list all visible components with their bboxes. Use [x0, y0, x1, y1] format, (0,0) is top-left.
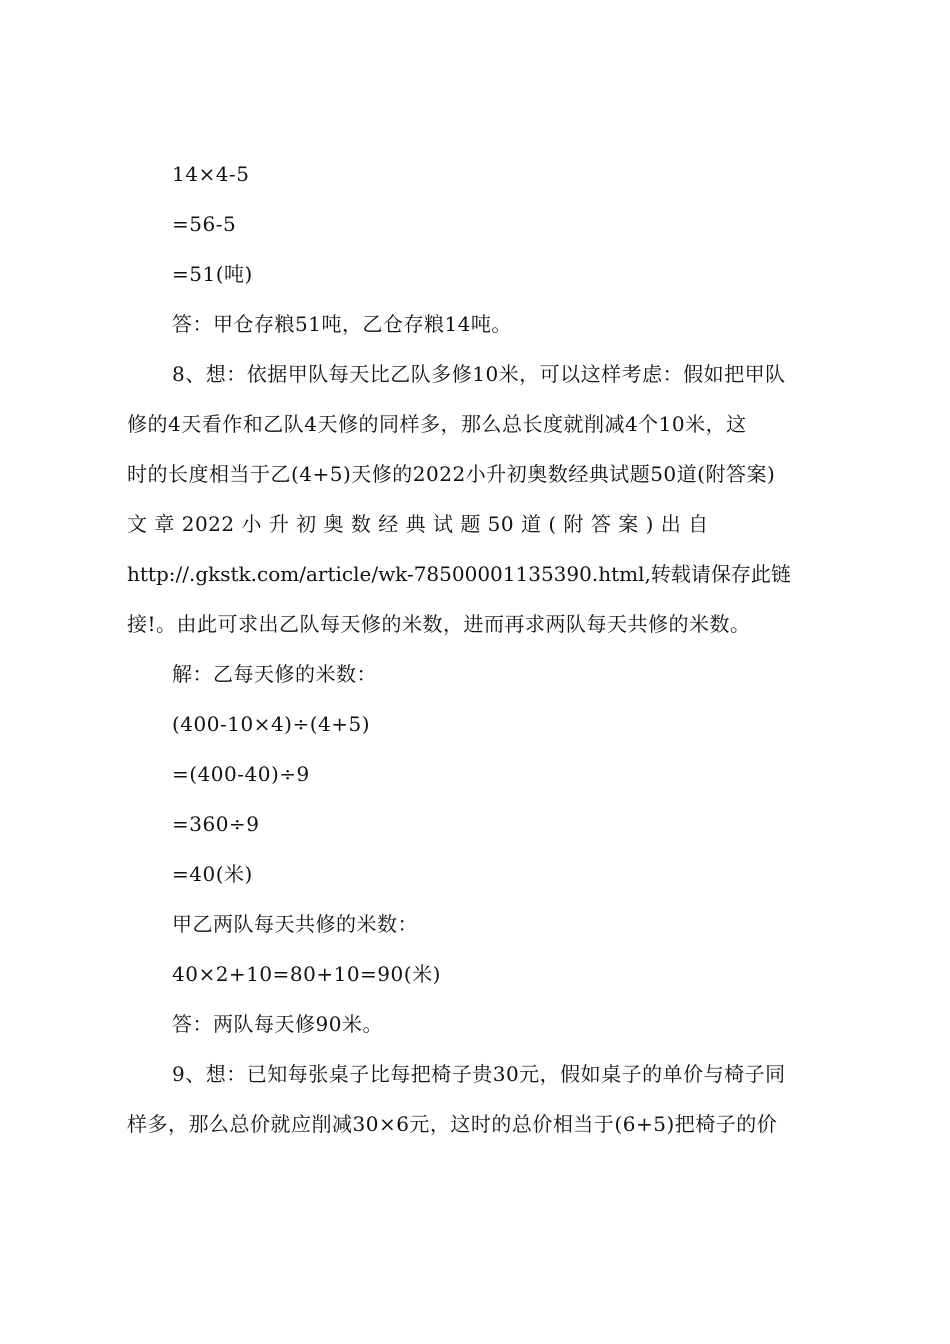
- problem-9-thought-line-2: 样多，那么总价就应削减30×6元，这时的总价相当于(6+5)把椅子的价: [127, 1112, 778, 1136]
- equation-line-3: =360÷9: [172, 812, 260, 836]
- source-notice-line: 文 章 2022 小 升 初 奥 数 经 典 试 题 50 道 ( 附 答 案 ) 出 自: [127, 512, 709, 536]
- problem-8-thought-line-1: 8、想：依据甲队每天比乙队多修10米，可以这样考虑：假如把甲队: [172, 362, 786, 386]
- problem-8-thought-line-3: 时的长度相当于乙(4+5)天修的2022小升初奥数经典试题50道(附答案): [127, 462, 776, 486]
- problem-8-thought-line-4: 接!。由此可求出乙队每天修的米数，进而再求两队每天共修的米数。: [127, 612, 751, 636]
- equation-line-1: (400-10×4)÷(4+5): [172, 712, 371, 736]
- equation-line-5: 40×2+10=80+10=90(米): [172, 962, 441, 986]
- text-line-2: =56-5: [172, 212, 237, 236]
- problem-8-thought-line-2: 修的4天看作和乙队4天修的同样多，那么总长度就削减4个10米，这: [127, 412, 747, 436]
- text-line-3: =51(吨): [172, 262, 253, 286]
- equation-line-4: =40(米): [172, 862, 253, 886]
- answer-line-7: 答：甲仓存粮51吨，乙仓存粮14吨。: [172, 312, 512, 336]
- source-url-line: http://.gkstk.com/article/wk-78500001135390.html,转载请保存此链: [127, 562, 791, 586]
- solution-heading: 解：乙每天修的米数：: [172, 662, 377, 686]
- answer-line-8: 答：两队每天修90米。: [172, 1012, 383, 1036]
- subheading-total-per-day: 甲乙两队每天共修的米数：: [172, 912, 418, 936]
- text-line-1: 14×4-5: [172, 162, 250, 186]
- problem-9-thought-line-1: 9、想：已知每张桌子比每把椅子贵30元，假如桌子的单价与椅子同: [172, 1062, 786, 1086]
- equation-line-2: =(400-40)÷9: [172, 762, 310, 786]
